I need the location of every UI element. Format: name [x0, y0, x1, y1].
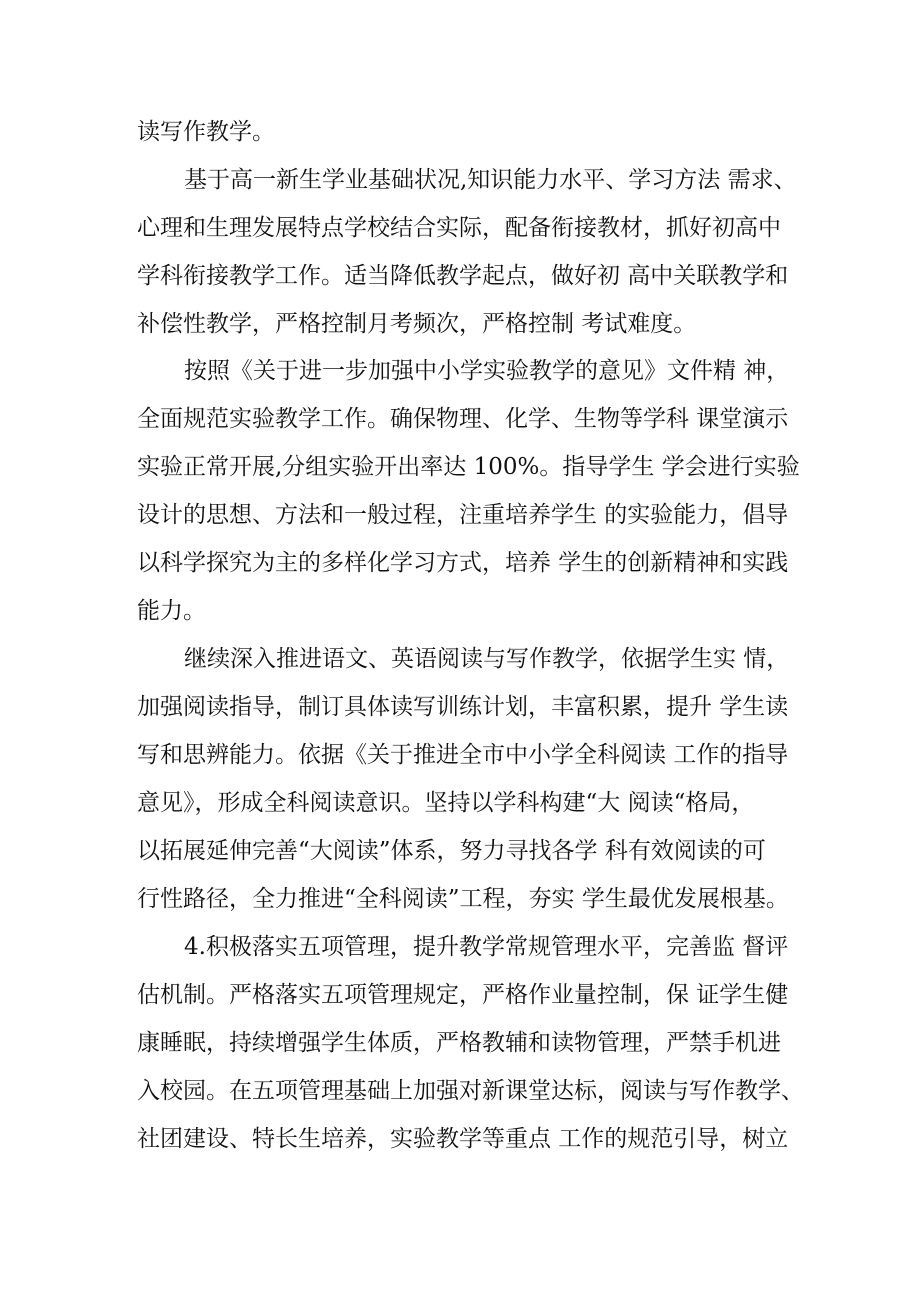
text-line: 4.积极落实五项管理，提升教学常规管理水平，完善监 督评	[184, 934, 789, 960]
text-line: 以拓展延伸完善“大阅读”体系，努力寻找各学 科有效阅读的可	[137, 838, 766, 864]
text-line: 基于高一新生学业基础状况,知识能力水平、学习方法 需求、	[184, 167, 797, 193]
text-line: 入校园。在五项管理基础上加强对新课堂达标，阅读与写作教学、	[137, 1078, 804, 1104]
text-line: 意见》，形成全科阅读意识。坚持以学科构建“大 阅读“格局，	[137, 790, 755, 816]
text-line: 继续深入推进语文、英语阅读与写作教学，依据学生实 情，	[184, 646, 790, 672]
text-line: 康睡眠，持续增强学生体质，严格教辅和读物管理，严禁手机进	[137, 1030, 781, 1056]
text-line: 社团建设、特长生培养，实验教学等重点 工作的规范引导，树立	[137, 1126, 789, 1152]
text-line: 实验正常开展,分组实验开出率达 100%。指导学生 学会进行实验	[137, 454, 800, 480]
text-line: 按照《关于进一步加强中小学实验教学的意见》文件精 神，	[184, 358, 790, 384]
text-line: 设计的思想、方法和一般过程，注重培养学生 的实验能力，倡导	[137, 502, 789, 528]
text-line: 行性路径，全力推进“全科阅读”工程，夯实 学生最优发展根基。	[137, 886, 789, 912]
text-line: 补偿性教学，严格控制月考频次，严格控制 考试难度。	[137, 311, 697, 337]
text-line: 学科衔接教学工作。适当降低教学起点，做好初 高中关联教学和	[137, 263, 789, 289]
text-line: 加强阅读指导，制订具体读写训练计划，丰富积累，提升 学生读	[137, 694, 789, 720]
text-line: 以科学探究为主的多样化学习方式，培养 学生的创新精神和实践	[137, 550, 789, 576]
text-line: 能力。	[137, 598, 206, 624]
text-line: 全面规范实验教学工作。确保物理、化学、生物等学科 课堂演示	[137, 406, 789, 432]
text-line: 心理和生理发展特点学校结合实际，配备衔接教材，抓好初高中	[137, 215, 781, 241]
text-line: 读写作教学。	[137, 119, 275, 145]
text-line: 写和思辨能力。依据《关于推进全市中小学全科阅读 工作的指导	[137, 742, 789, 768]
text-line: 估机制。严格落实五项管理规定，严格作业量控制，保 证学生健	[137, 982, 789, 1008]
